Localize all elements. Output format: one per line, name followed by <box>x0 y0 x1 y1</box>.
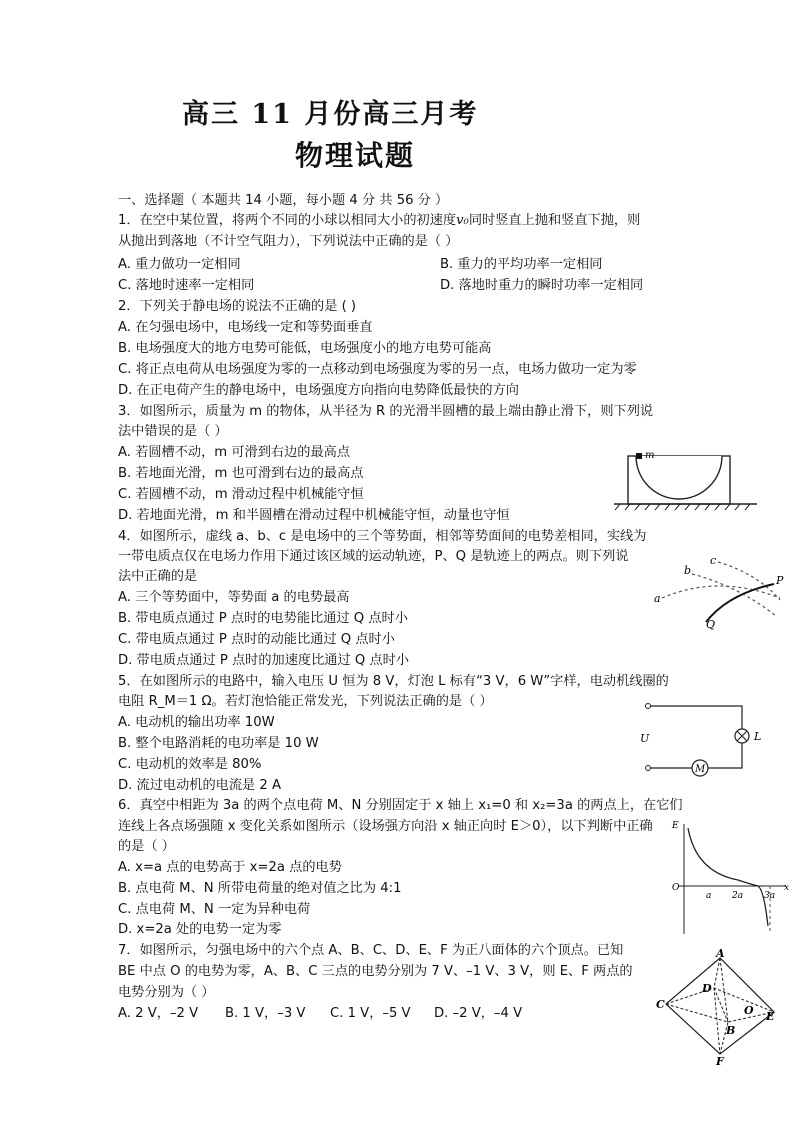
q5-option-c: C. 电动机的效率是 80% <box>118 757 262 772</box>
q2-option-b: B. 电场强度大的地方电势可能低，电场强度小的地方电势可能高 <box>118 341 492 356</box>
tick-label-3a: 3a <box>764 891 776 901</box>
q7-line2: BE 中点 O 的电势为零，A、B、C 三点的电势分别为 7 V、–1 V、3 V，则 E、F 两点的 <box>118 964 633 979</box>
q2-option-a: A. 在匀强电场中，电场线一定和等势面垂直 <box>118 320 373 335</box>
q7-line1: 7．如图所示，匀强电场中的六个点 A、B、C、D、E、F 为正八面体的六个顶点。已知 <box>118 943 624 958</box>
center-o: O <box>744 1004 754 1017</box>
q6-option-a: A. x=a 点的电势高于 x=2a 点的电势 <box>118 860 342 875</box>
q1-option-d: D. 落地时重力的瞬时功率一定相同 <box>440 278 644 293</box>
q6-line1: 6．真空中相距为 3a 的两个点电荷 M、N 分别固定于 x 轴上 x₁=0 和 x₂=3a 的两点上，在它们 <box>118 798 683 813</box>
q6-line2: 连线上各点场强随 x 变化关系如图所示（设场强方向沿 x 轴正向时 E＞0），以下判断中正确 <box>118 819 653 834</box>
lamp-label: L <box>754 730 762 743</box>
field-strength-graph <box>668 816 792 938</box>
origin-label: O <box>672 883 680 893</box>
vertex-b: B <box>726 1024 736 1037</box>
label-c: c <box>710 554 717 567</box>
q4-option-b: B. 带电质点通过 P 点时的电势能比通过 Q 点时小 <box>118 611 408 626</box>
circuit-figure <box>634 700 770 780</box>
q7-option-c: C. 1 V，–5 V <box>330 1006 411 1021</box>
q4-option-c: C. 带电质点通过 P 点时的动能比通过 Q 点时小 <box>118 632 395 647</box>
mass-block <box>636 453 642 459</box>
q5-line2: 电阻 R_M＝1 Ω。若灯泡恰能正常发光，下列说法正确的是（ ） <box>118 694 493 709</box>
q1-option-b: B. 重力的平均功率一定相同 <box>440 257 603 272</box>
tick-label-a: a <box>706 891 712 901</box>
q1-option-a: A. 重力做功一定相同 <box>118 257 241 272</box>
octahedron-figure <box>652 948 786 1066</box>
q4-line1: 4．如图所示，虚线 a、b、c 是电场中的三个等势面，相邻等势面间的电势差相同，实线为 <box>118 529 647 544</box>
ground-hatch <box>615 504 750 510</box>
q3-line2: 法中错误的是（ ） <box>118 424 228 439</box>
equipotential-figure <box>648 554 788 632</box>
axis-label-e: E <box>672 821 679 831</box>
q3-option-a: A. 若圆槽不动，m 可滑到右边的最高点 <box>118 445 351 460</box>
equipotential-c <box>718 562 780 600</box>
q7-option-a: A. 2 V，–2 V <box>118 1006 199 1021</box>
vertex-f: F <box>716 1055 724 1066</box>
q5-option-d: D. 流过电动机的电流是 2 A <box>118 778 282 793</box>
tick-label-2a: 2a <box>732 891 744 901</box>
q5-option-a: A. 电动机的输出功率 10W <box>118 715 275 730</box>
subject-title: 物理试题 <box>295 139 416 172</box>
q4-option-a: A. 三个等势面中，等势面 a 的电势最高 <box>118 590 350 605</box>
terminal-top <box>646 704 651 709</box>
vertex-a: A <box>716 948 725 960</box>
q4-line2: 一带电质点仅在电场力作用下通过该区域的运动轨迹，P、Q 是轨迹上的两点。则下列说 <box>118 549 629 564</box>
q3-option-d: D. 若地面光滑，m 和半圆槽在滑动过程中机械能守恒，动量也守恒 <box>118 508 510 523</box>
q5-line1: 5．在如图所示的电路中，输入电压 U 恒为 8 V，灯泡 L 标有“3 V，6 W”字样，电动机线圈的 <box>118 674 669 689</box>
q6-option-d: D. x=2a 处的电势一定为零 <box>118 922 282 937</box>
q5-option-b: B. 整个电路消耗的电功率是 10 W <box>118 736 319 751</box>
q6-line3: 的是（ ） <box>118 839 175 854</box>
q6-option-b: B. 点电荷 M、N 所带电荷量的绝对值之比为 4:1 <box>118 881 402 896</box>
vertex-c: C <box>656 998 665 1011</box>
q4-line3: 法中正确的是 <box>118 569 198 584</box>
voltage-label: U <box>640 732 650 745</box>
vertex-d: D <box>702 982 712 995</box>
label-p: P <box>776 574 784 587</box>
trajectory <box>706 584 774 622</box>
semicircle-groove-figure <box>612 446 762 518</box>
equipotential-b <box>692 574 776 616</box>
q7-line3: 电势分别为（ ） <box>118 985 215 1000</box>
octahedron-edges <box>666 958 774 1054</box>
circuit-wire <box>648 706 742 768</box>
axis-label-x: x <box>784 883 790 893</box>
q2-line1: 2．下列关于静电场的说法不正确的是 ( ) <box>118 299 357 314</box>
motor-label: M <box>695 764 706 775</box>
q1-option-c: C. 落地时速率一定相同 <box>118 278 255 293</box>
exam-title: 高三 11 月份高三月考 <box>182 99 479 130</box>
q2-option-c: C. 将正点电荷从电场强度为零的一点移动到电场强度为零的另一点，电场力做功一定为零 <box>118 362 637 377</box>
q1-line1: 1．在空中某位置，将两个不同的小球以相同大小的初速度v₀同时竖直上抛和竖直下抛，则 <box>118 213 641 228</box>
q1-line2: 从抛出到落地（不计空气阻力），下列说法中正确的是（ ） <box>118 234 459 249</box>
label-a: a <box>654 592 661 605</box>
label-b: b <box>684 564 692 577</box>
mass-label: m <box>645 450 655 461</box>
section-heading: 一、选择题（ 本题共 14 小题，每小题 4 分 共 56 分 ） <box>118 193 449 208</box>
field-curve-left <box>688 828 758 886</box>
q3-line1: 3．如图所示，质量为 m 的物体，从半径为 R 的光滑半圆槽的最上端由静止滑下，则下列说 <box>118 404 654 419</box>
q2-option-d: D. 在正电荷产生的静电场中，电场强度方向指向电势降低最快的方向 <box>118 383 519 398</box>
q3-option-b: B. 若地面光滑，m 也可滑到右边的最高点 <box>118 466 364 481</box>
q7-option-b: B. 1 V，–3 V <box>225 1006 306 1021</box>
terminal-bottom <box>646 766 651 771</box>
q6-option-c: C. 点电荷 M、N 一定为异种电荷 <box>118 902 311 917</box>
label-q: Q <box>706 618 716 631</box>
q3-option-c: C. 若圆槽不动，m 滑动过程中机械能守恒 <box>118 487 364 502</box>
vertex-e: E <box>766 1010 775 1023</box>
q7-option-d: D. –2 V，–4 V <box>434 1006 523 1021</box>
q4-option-d: D. 带电质点通过 P 点时的加速度比通过 Q 点时小 <box>118 653 410 668</box>
